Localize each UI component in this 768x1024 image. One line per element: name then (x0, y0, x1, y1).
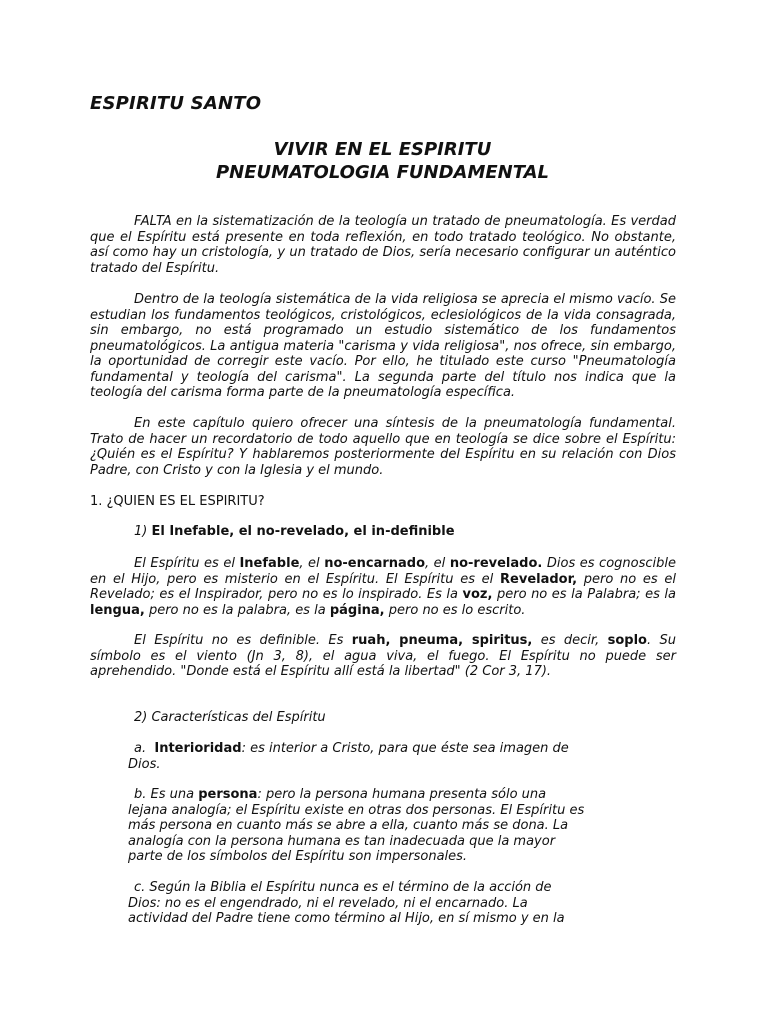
p5-text-1: El Espíritu no es definible. Es (134, 633, 352, 648)
document-title-line-2: PNEUMATOLOGIA FUNDAMENTAL (215, 162, 550, 183)
p4-bold-inefable: Inefable (239, 556, 300, 571)
p4-bold-revelador: Revelador, (500, 571, 578, 587)
section-heading-1: 1. ¿QUIEN ES EL ESPIRITU? (90, 494, 265, 509)
subheading-1-label: El Inefable, el no-revelado, el in-definible (151, 524, 455, 539)
item-a-text: : es interior a Cristo, para que éste sea imagen de Dios. (128, 741, 569, 772)
p5-bold-ruah: ruah, pneuma, spiritus, (351, 633, 533, 648)
p4-text-8: pero no es lo escrito. (384, 602, 526, 618)
subheading-1 (134, 524, 455, 540)
p4-bold-no-encarnado: no-encarnado (324, 556, 426, 571)
paragraph-intro: FALTA en la sistematización de la teología un tratado de pneumatología. Es verdad que el Espíritu está presente en toda reflexión, en todo tratado teológico. No obstante, así como hay un cristología, y un tratado de Dios, sería necesario configurar un auténtico tratado del Espíritu. (90, 214, 676, 276)
p4-bold-lengua: lengua, (90, 602, 145, 618)
item-a-letter: a. (134, 741, 147, 756)
item-b-text: : pero la persona humana presenta sólo una lejana analogía; el Espíritu existe en otras dos personas. El Espíritu es más persona en cuanto más se abre a ella, cuanto más se dona. La analogía con la persona humana es tan inadecuada que la mayor parte de los símbolos del Espíritu son impersonales. (128, 787, 585, 864)
document-header: ESPIRITU SANTO (90, 93, 262, 114)
item-b-pre: b. Es una (134, 787, 199, 802)
paragraph-inefable (90, 556, 676, 618)
p5-text-2: es decir, (532, 633, 608, 648)
item-b-bold: persona (198, 787, 258, 802)
paragraph-vida-religiosa: Dentro de la teología sistemática de la vida religiosa se aprecia el mismo vacío. Se estudian los fundamentos teológicos, cristológicos, eclesiológicos de la vida consagrada, sin embargo, no está programado un estudio sistemático de los fundamentos pneumatológicos. La antigua materia "carisma y vida religiosa", nos ofrece, sin embargo, la oportunidad de corregir este vacío. Por ello, he titulado este curso "Pneumatología fundamental y teología del carisma". La segunda parte del título nos indica que la teología del carisma forma parte de la pneumatología específica. (90, 292, 676, 400)
item-a-bold: Interioridad (154, 741, 242, 756)
list-item-b (128, 787, 588, 865)
p4-bold-pagina: página, (329, 602, 385, 618)
p4-text-2: , el (299, 556, 325, 571)
p4-bold-voz: voz, (462, 587, 493, 602)
list-item-a (128, 741, 588, 772)
subheading-1-number: 1) (134, 524, 148, 539)
p4-text-6: pero no es la Palabra; es la (492, 587, 676, 602)
document-title-line-1: VIVIR EN EL ESPIRITU (273, 139, 492, 160)
p4-text-3: , el (425, 556, 450, 571)
list-item-c (128, 880, 588, 927)
p5-bold-soplo: soplo (607, 633, 647, 648)
p5-text-3: . Su símbolo es el viento (Jn 3, 8), el agua viva, el fuego. El Espíritu no puede ser aprehendido. "Donde está el Espíritu allí está la libertad" (2 Cor 3, 17). (90, 633, 676, 679)
paragraph-definible (90, 633, 676, 680)
p4-bold-no-revelado: no-revelado. (449, 556, 543, 571)
p4-text-4: Dios es cognoscible en el Hijo, pero es misterio en el Espíritu. El Espíritu es el (90, 556, 676, 587)
subheading-2: 2) Características del Espíritu (134, 710, 326, 725)
p4-text-5: pero no es el Revelado; es el Inspirador, pero no es lo inspirado. Es la (90, 571, 677, 602)
p4-text-7: pero no es la palabra, es la (144, 602, 330, 618)
item-c-text: c. Según la Biblia el Espíritu nunca es el término de la acción de Dios: no es el engendrado, ni el revelado, ni el encarnado. La actividad del Padre tiene como término al Hijo, en sí mismo y en la (128, 880, 565, 926)
paragraph-sintesis: En este capítulo quiero ofrecer una síntesis de la pneumatología fundamental. Trato de hacer un recordatorio de todo aquello que en teología se dice sobre el Espíritu: ¿Quién es el Espíritu? Y hablaremos posteriormente del Espíritu en su relación con Dios Padre, con Cristo y con la Iglesia y el mundo. (90, 416, 676, 478)
p4-text-1: El Espíritu es el (134, 556, 240, 571)
